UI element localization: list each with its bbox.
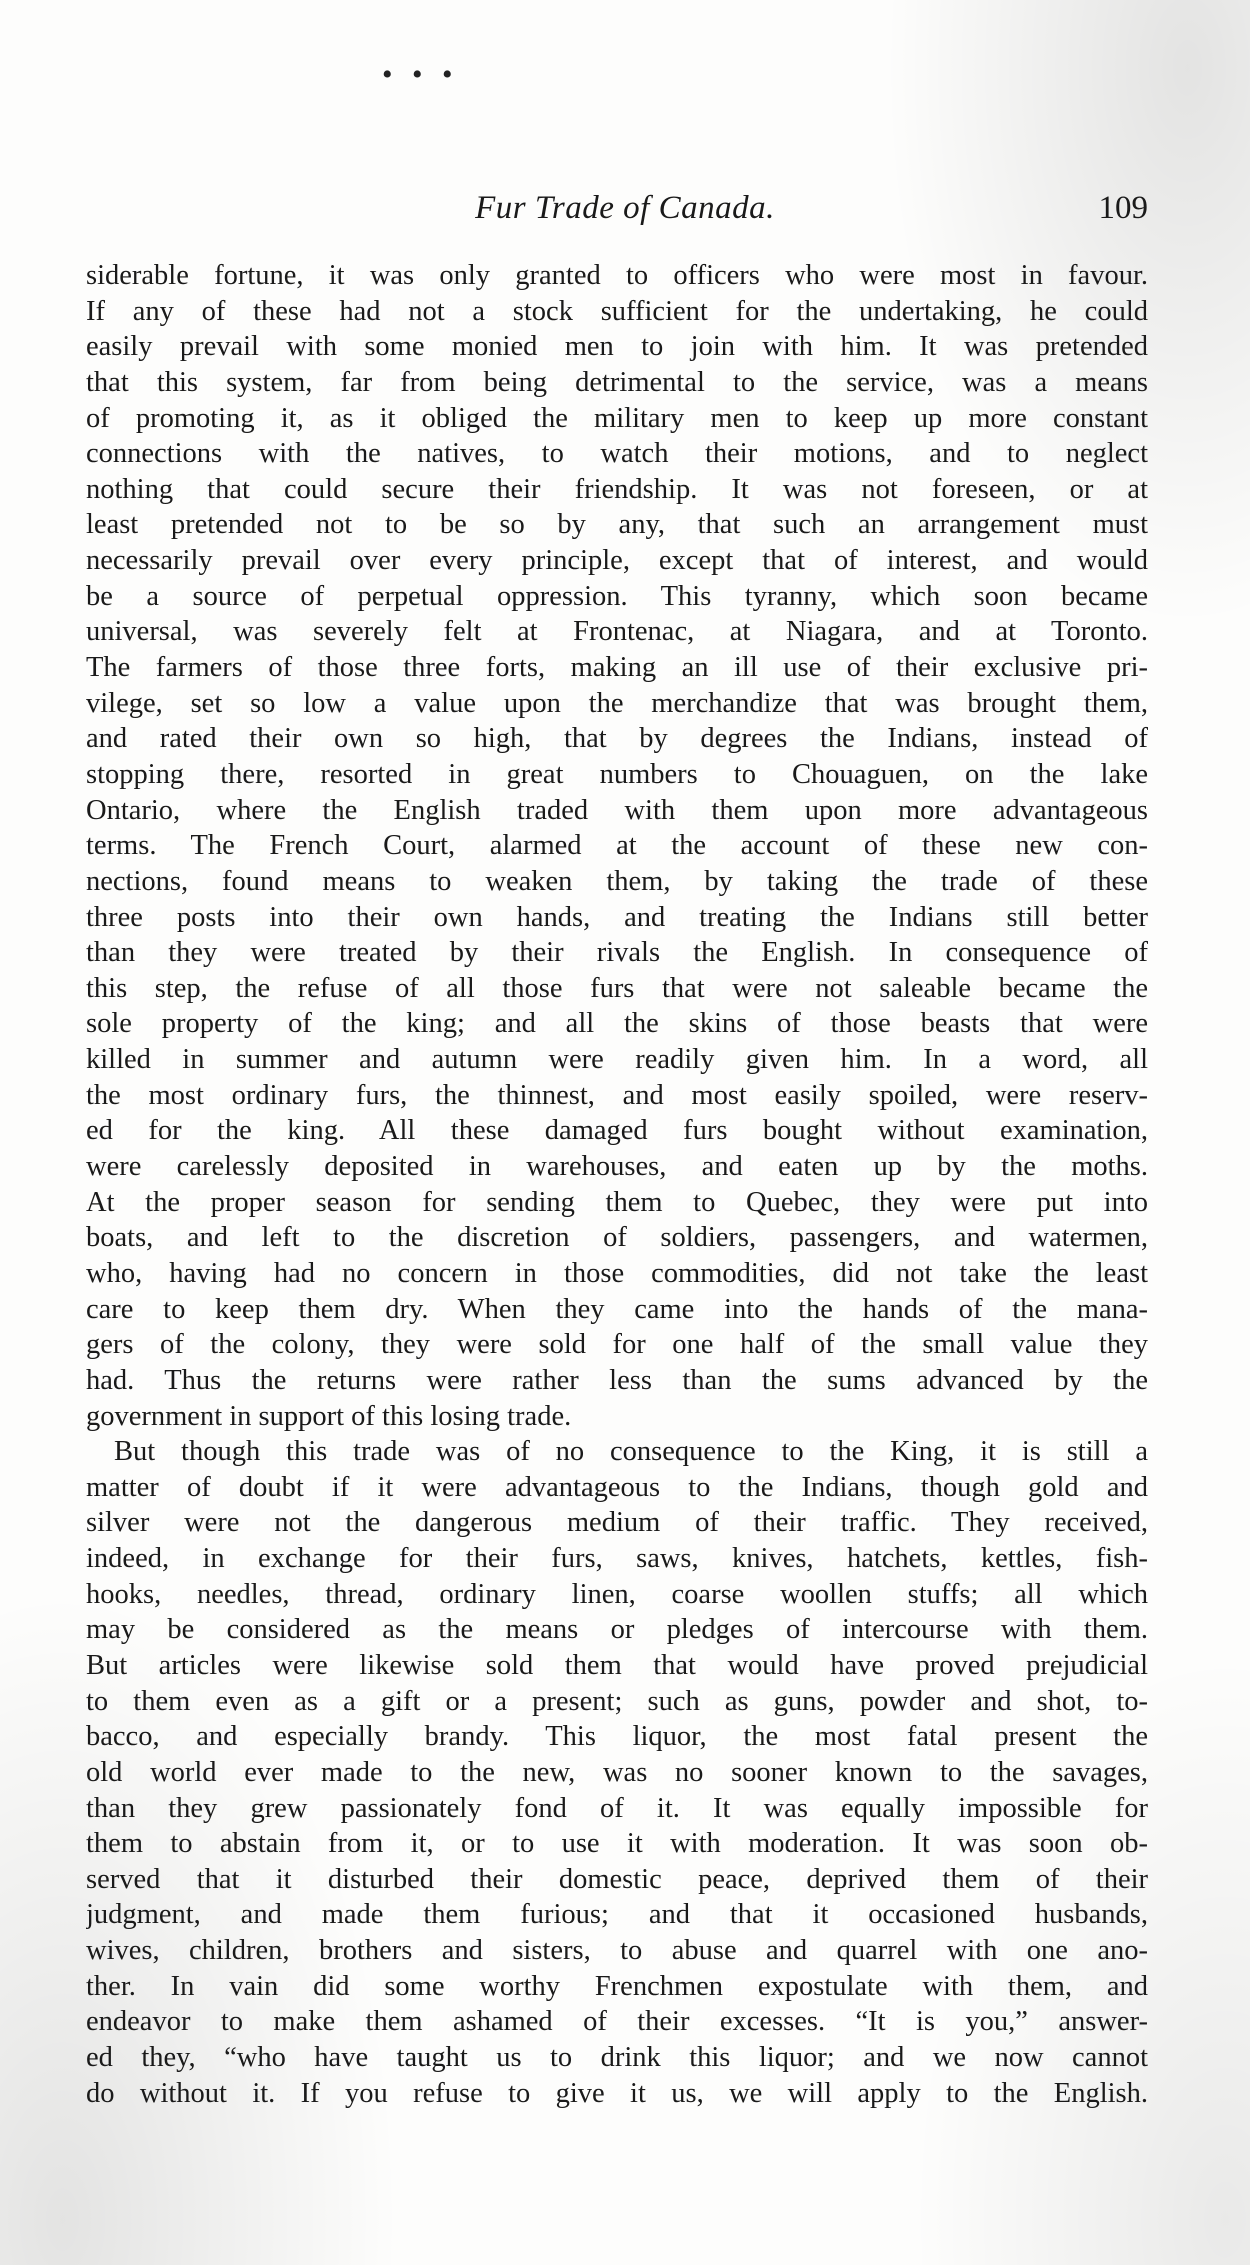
- text-line: killed in summer and autumn were readily given him. In a word, all: [86, 1044, 1148, 1076]
- text-line: boats, and left to the discretion of soldiers, passengers, and watermen,: [86, 1222, 1148, 1254]
- text-line: that this system, far from being detrimental to the service, was a means: [86, 366, 1148, 398]
- paragraph-start-line: But though this trade was of no consequence to the King, it is still a: [114, 1436, 1148, 1468]
- text-line: matter of doubt if it were advantageous to the Indians, though gold and: [86, 1471, 1148, 1503]
- text-line: Ontario, where the English traded with them upon more advantageous: [86, 794, 1148, 826]
- text-line: had. Thus the returns were rather less than the sums advanced by the: [86, 1364, 1148, 1396]
- text-line: who, having had no concern in those commodities, did not take the least: [86, 1257, 1148, 1289]
- text-line: ed for the king. All these damaged furs bought without examination,: [86, 1115, 1148, 1147]
- text-line: gers of the colony, they were sold for one half of the small value they: [86, 1329, 1148, 1361]
- text-line: be a source of perpetual oppression. This tyranny, which soon became: [86, 580, 1148, 612]
- text-line: wives, children, brothers and sisters, to abuse and quarrel with one ano-: [86, 1935, 1148, 1967]
- text-line: of promoting it, as it obliged the military men to keep up more constant: [86, 402, 1148, 434]
- top-printer-marks: • • •: [382, 58, 459, 91]
- body-text: [86, 258, 1148, 2111]
- text-line: necessarily prevail over every principle, except that of interest, and would: [86, 545, 1148, 577]
- text-line: terms. The French Court, alarmed at the account of these new con-: [86, 830, 1148, 862]
- running-title: Fur Trade of Canada.: [475, 190, 775, 226]
- page-header: [0, 190, 1250, 234]
- text-line: easily prevail with some monied men to join with him. It was pretended: [86, 331, 1148, 363]
- text-line: connections with the natives, to watch their motions, and to neglect: [86, 438, 1148, 470]
- text-line: The farmers of those three forts, making an ill use of their exclusive pri-: [86, 652, 1148, 684]
- text-line: this step, the refuse of all those furs that were not saleable became the: [86, 972, 1148, 1004]
- text-line: siderable fortune, it was only granted to officers who were most in favour.: [86, 260, 1148, 291]
- text-line: served that it disturbed their domestic peace, deprived them of their: [86, 1863, 1148, 1895]
- text-line: nothing that could secure their friendship. It was not foreseen, or at: [86, 473, 1148, 505]
- text-line: than they grew passionately fond of it. It was equally impossible for: [86, 1792, 1148, 1824]
- text-line: But articles were likewise sold them that would have proved prejudicial: [86, 1649, 1148, 1681]
- text-line: hooks, needles, thread, ordinary linen, coarse woollen stuffs; all which: [86, 1578, 1148, 1610]
- text-line: sole property of the king; and all the skins of those beasts that were: [86, 1008, 1148, 1040]
- text-line: them to abstain from it, or to use it with moderation. It was soon ob-: [86, 1828, 1148, 1860]
- text-line: may be considered as the means or pledges of intercourse with them.: [86, 1614, 1148, 1646]
- text-line: universal, was severely felt at Frontenac, at Niagara, and at Toronto.: [86, 616, 1148, 648]
- text-line: If any of these had not a stock sufficient for the undertaking, he could: [86, 295, 1148, 327]
- text-line: At the proper season for sending them to Quebec, they were put into: [86, 1186, 1148, 1218]
- text-line: were carelessly deposited in warehouses, and eaten up by the moths.: [86, 1151, 1148, 1183]
- text-line: the most ordinary furs, the thinnest, and most easily spoiled, were reserv-: [86, 1079, 1148, 1111]
- text-line: stopping there, resorted in great numbers to Chouaguen, on the lake: [86, 758, 1148, 790]
- text-line: nections, found means to weaken them, by taking the trade of these: [86, 865, 1148, 897]
- text-line: judgment, and made them furious; and that it occasioned husbands,: [86, 1899, 1148, 1931]
- text-line: do without it. If you refuse to give it us, we will apply to the English.: [86, 2077, 1148, 2109]
- text-line: endeavor to make them ashamed of their excesses. “It is you,” answer-: [86, 2006, 1148, 2038]
- text-line: to them even as a gift or a present; such as guns, powder and shot, to-: [86, 1685, 1148, 1717]
- text-line: and rated their own so high, that by degrees the Indians, instead of: [86, 723, 1148, 755]
- text-line: least pretended not to be so by any, that such an arrangement must: [86, 509, 1148, 541]
- text-line: three posts into their own hands, and treating the Indians still better: [86, 901, 1148, 933]
- text-line: vilege, set so low a value upon the merchandize that was brought them,: [86, 687, 1148, 719]
- page-number: 109: [1098, 190, 1148, 226]
- text-line: old world ever made to the new, was no sooner known to the savages,: [86, 1756, 1148, 1788]
- text-line: ed they, “who have taught us to drink this liquor; and we now cannot: [86, 2042, 1148, 2074]
- text-line: silver were not the dangerous medium of their traffic. They received,: [86, 1507, 1148, 1539]
- text-line: than they were treated by their rivals the English. In consequence of: [86, 937, 1148, 969]
- text-line: care to keep them dry. When they came into the hands of the mana-: [86, 1293, 1148, 1325]
- paragraph-end-line: government in support of this losing trade.: [86, 1400, 572, 1432]
- text-line: bacco, and especially brandy. This liquor, the most fatal present the: [86, 1721, 1148, 1753]
- text-line: indeed, in exchange for their furs, saws, knives, hatchets, kettles, fish-: [86, 1543, 1148, 1575]
- text-line: ther. In vain did some worthy Frenchmen expostulate with them, and: [86, 1970, 1148, 2002]
